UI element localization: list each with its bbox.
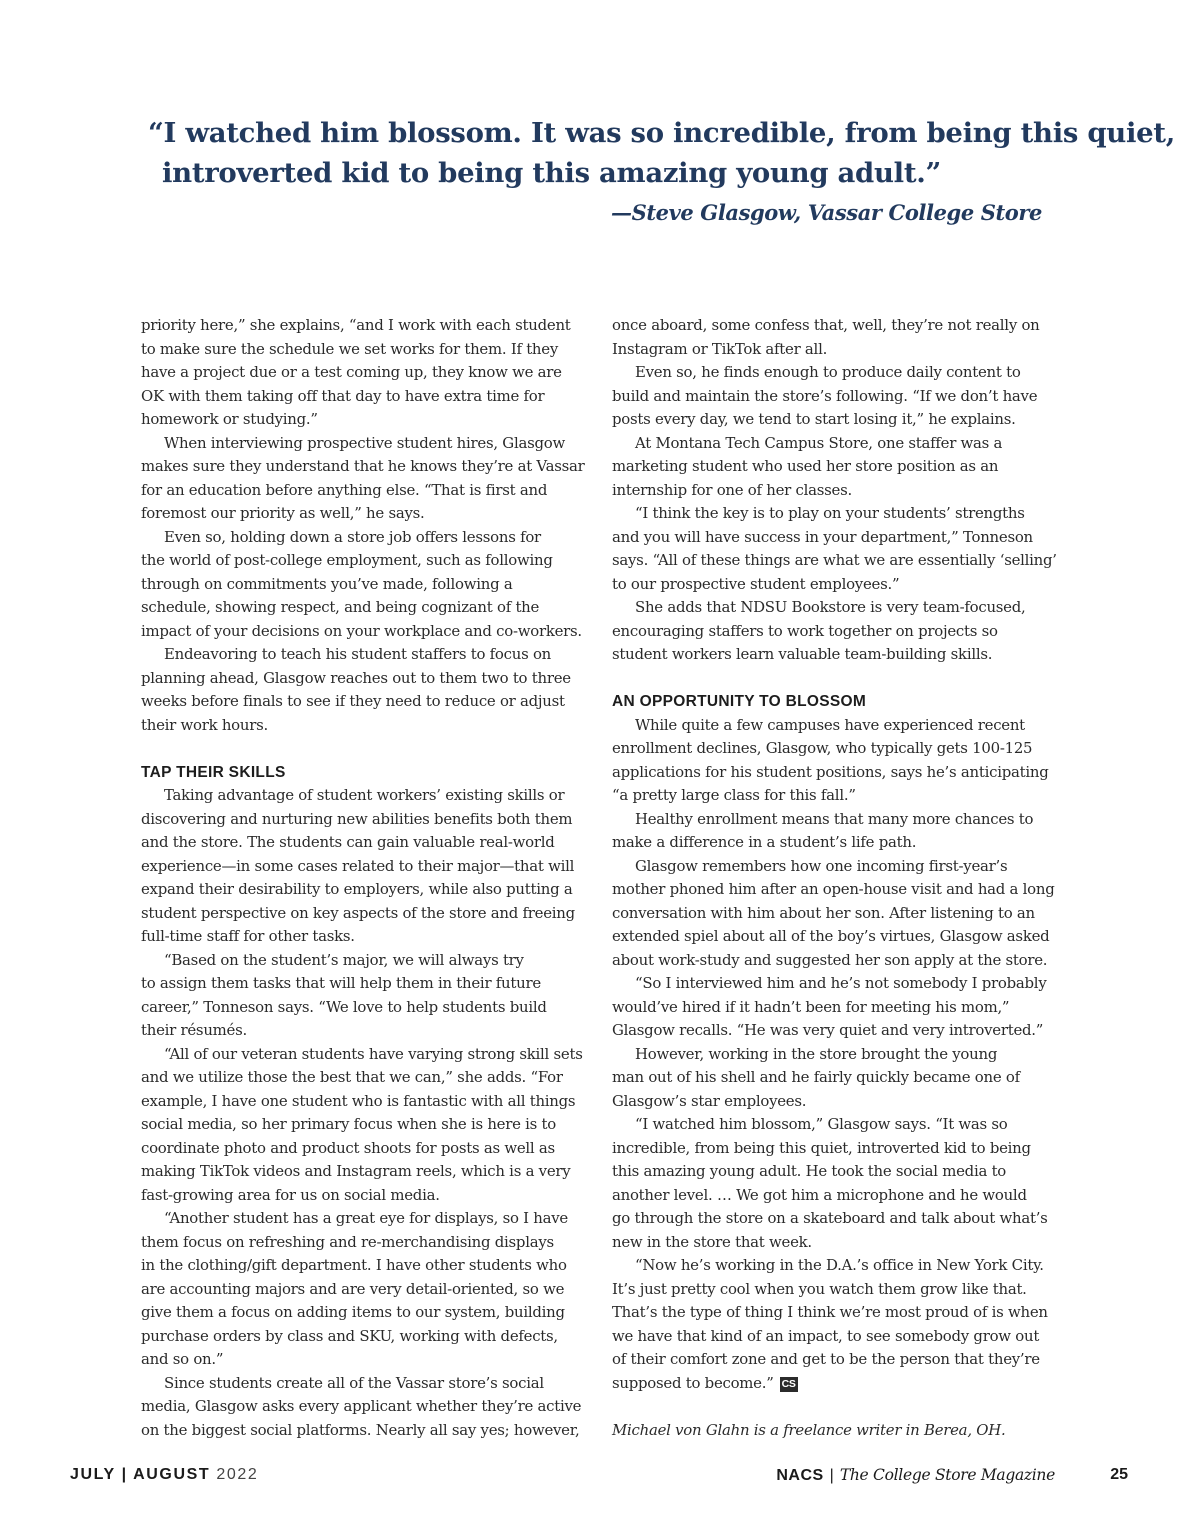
text-line: [612, 432, 1064, 456]
text-line-content: impact of your decisions on your workplace and co-workers.: [141, 621, 582, 640]
text-line-content: fast-growing area for us on social media.: [141, 1185, 440, 1204]
text-line: [612, 1348, 1064, 1372]
text-line-content: priority here,” she explains, “and I work with each student: [141, 316, 571, 334]
text-line-content: “I think the key is to play on your students’ strengths: [635, 504, 1025, 522]
text-line-content: foremost our priority as well,” he says.: [141, 504, 425, 522]
text-line-content: through on commitments you’ve made, following a: [141, 574, 513, 593]
text-line-content: example, I have one student who is fantastic with all things: [141, 1091, 576, 1110]
section-heading: [141, 761, 593, 785]
text-line-content: enrollment declines, Glasgow, who typically gets 100-125: [612, 739, 1033, 757]
article-column-left: [141, 314, 593, 1442]
text-line-content: When interviewing prospective student hires, Glasgow: [164, 433, 565, 452]
text-line: [612, 1113, 1064, 1137]
text-line-content: Healthy enrollment means that many more chances to: [635, 809, 1034, 828]
footer-org: NACS: [776, 1467, 824, 1484]
text-line: [612, 1160, 1064, 1184]
text-line-content: full-time staff for other tasks.: [141, 927, 355, 945]
text-line-content: TAP THEIR SKILLS: [141, 763, 286, 781]
text-line: [612, 1184, 1064, 1208]
text-line: [141, 1231, 593, 1255]
text-line: [141, 620, 593, 644]
page-number: 25: [1110, 1466, 1128, 1483]
text-line-content: homework or studying.”: [141, 410, 318, 428]
text-line-content: in the clothing/gift department. I have other students who: [141, 1256, 567, 1274]
text-line-content: At Montana Tech Campus Store, one staffer was a: [635, 433, 1003, 452]
text-line: [141, 1207, 593, 1231]
footer-separator: |: [829, 1467, 834, 1484]
text-line-content: says. “All of these things are what we are essentially ‘selling’: [612, 551, 1057, 569]
text-line: [141, 949, 593, 973]
text-line-content: While quite a few campuses have experienced recent: [635, 715, 1025, 734]
text-line-content: to our prospective student employees.”: [612, 574, 900, 593]
text-line-content: we have that kind of an impact, to see somebody grow out: [612, 1326, 1040, 1345]
text-line-content: and the store. The students can gain valuable real-world: [141, 833, 555, 851]
text-line-content: “Another student has a great eye for displays, so I have: [164, 1209, 568, 1227]
text-line: [612, 737, 1064, 761]
text-line-content: mother phoned him after an open-house visit and had a long: [612, 880, 1055, 898]
text-line-content: Glasgow remembers how one incoming first-year’s: [635, 856, 1008, 875]
text-line-content: another level. … We got him a microphone and he would: [612, 1185, 1027, 1204]
pull-quote-line-1: “I watched him blossom. It was so incredible, from being this quiet,: [148, 117, 1175, 149]
text-line: [141, 714, 593, 738]
text-line: [612, 620, 1064, 644]
text-line-content: AN OPPORTUNITY TO BLOSSOM: [612, 693, 867, 710]
text-line: [141, 1348, 593, 1372]
text-line-content: experience—in some cases related to their major—that will: [141, 856, 575, 875]
text-line: [612, 643, 1064, 667]
text-line-content: “All of our veteran students have varying strong skill sets: [164, 1044, 583, 1063]
text-line: [141, 1372, 593, 1396]
text-line-content: posts every day, we tend to start losing it,” he explains.: [612, 410, 1016, 428]
text-line-content: making TikTok videos and Instagram reels, which is a very: [141, 1162, 571, 1180]
text-line: [612, 972, 1064, 996]
text-line-content: make a difference in a student’s life path.: [612, 833, 917, 851]
text-line: [141, 385, 593, 409]
text-line-content: applications for his student positions, says he’s anticipating: [612, 762, 1049, 781]
text-line: [612, 338, 1064, 362]
text-line: [141, 1301, 593, 1325]
paragraph-spacer: [612, 1395, 1064, 1419]
text-line-content: “Based on the student’s major, we will always try: [164, 950, 524, 969]
text-line-content: have a project due or a test coming up, they know we are: [141, 363, 562, 381]
text-line-content: supposed to become.”: [612, 1373, 774, 1392]
text-line: [141, 1160, 593, 1184]
text-line-content: purchase orders by class and SKU, working with defects,: [141, 1326, 558, 1345]
text-line: [141, 667, 593, 691]
text-line: [612, 526, 1064, 550]
pull-quote-line-2: introverted kid to being this amazing young adult.”: [162, 157, 942, 189]
text-line-content: That’s the type of thing I think we’re most proud of is when: [612, 1303, 1048, 1321]
text-line: [141, 1090, 593, 1114]
text-line: [141, 996, 593, 1020]
text-line-content: incredible, from being this quiet, introverted kid to being: [612, 1138, 1031, 1157]
text-line-content: are accounting majors and are very detail-oriented, so we: [141, 1279, 565, 1298]
text-line: [141, 1137, 593, 1161]
text-line-content: man out of his shell and he fairly quickly became one of: [612, 1068, 1020, 1086]
text-line-content: the world of post-college employment, such as following: [141, 551, 553, 569]
text-line: [612, 1043, 1064, 1067]
text-line: [612, 1019, 1064, 1043]
text-line-content: them focus on refreshing and re-merchandising displays: [141, 1232, 554, 1251]
text-line-content: and so on.”: [141, 1350, 224, 1368]
text-line: [612, 1090, 1064, 1114]
text-line-content: their résumés.: [141, 1021, 247, 1039]
text-line: [141, 902, 593, 926]
article-column-right: [612, 314, 1064, 1442]
text-line: [612, 1137, 1064, 1161]
text-line-content: Michael von Glahn is a freelance writer in Berea, OH.: [612, 1420, 1006, 1439]
text-line-content: “So I interviewed him and he’s not somebody I probably: [635, 974, 1047, 992]
footer-magazine-title: The College Store Magazine: [839, 1466, 1055, 1484]
text-line-content: Glasgow’s star employees.: [612, 1091, 807, 1110]
text-line: [612, 479, 1064, 503]
text-line-content: “a pretty large class for this fall.”: [612, 786, 856, 804]
text-line-content: of their comfort zone and get to be the person that they’re: [612, 1350, 1040, 1368]
text-line: [612, 314, 1064, 338]
text-line: [612, 996, 1064, 1020]
pull-quote-attribution: —Steve Glasgow, Vassar College Store: [610, 200, 1042, 225]
pull-quote: [148, 113, 1175, 193]
text-line: [141, 972, 593, 996]
text-line: [141, 1419, 593, 1443]
text-line-content: Taking advantage of student workers’ existing skills or: [164, 786, 565, 804]
text-line-content: media, Glasgow asks every applicant whether they’re active: [141, 1397, 582, 1415]
text-line: [612, 855, 1064, 879]
text-line-content: makes sure they understand that he knows they’re at Vassar: [141, 457, 585, 475]
text-line: [612, 925, 1064, 949]
text-line: [612, 878, 1064, 902]
text-line: [612, 761, 1064, 785]
text-line-content: It’s just pretty cool when you watch them grow like that.: [612, 1279, 1027, 1298]
text-line: [141, 831, 593, 855]
text-line: [612, 1066, 1064, 1090]
text-line: [141, 502, 593, 526]
text-line-content: Glasgow recalls. “He was very quiet and very introverted.”: [612, 1021, 1044, 1039]
text-line: [141, 432, 593, 456]
text-line-content: on the biggest social platforms. Nearly all say yes; however,: [141, 1420, 580, 1439]
footer-issue-date: [70, 1466, 258, 1484]
text-line-content: this amazing young adult. He took the social media to: [612, 1162, 1007, 1180]
text-line: [141, 808, 593, 832]
text-line-content: about work-study and suggested her son apply at the store.: [612, 950, 1048, 969]
text-line-content: “Now he’s working in the D.A.’s office in New York City.: [635, 1256, 1044, 1274]
text-line: [612, 1278, 1064, 1302]
footer-issue: JULY | AUGUST: [70, 1466, 211, 1483]
text-line: [141, 596, 593, 620]
author-bio: [612, 1419, 1064, 1443]
text-line-content: internship for one of her classes.: [612, 480, 852, 499]
text-line: [141, 526, 593, 550]
text-line: [141, 643, 593, 667]
text-line: [141, 1043, 593, 1067]
text-line-content: once aboard, some confess that, well, they’re not really on: [612, 316, 1040, 334]
text-line: [141, 855, 593, 879]
text-line: [141, 549, 593, 573]
text-line: [141, 925, 593, 949]
text-line: [141, 690, 593, 714]
text-line-content: and you will have success in your department,” Tonneson: [612, 527, 1033, 546]
text-line-content: OK with them taking off that day to have extra time for: [141, 386, 545, 405]
section-heading: [612, 690, 1064, 714]
text-line-content: extended spiel about all of the boy’s virtues, Glasgow asked: [612, 927, 1050, 945]
text-line: [612, 902, 1064, 926]
text-line: [612, 361, 1064, 385]
paragraph-spacer: [141, 737, 593, 761]
text-line: [612, 714, 1064, 738]
text-line: [612, 1301, 1064, 1325]
text-line-content: would’ve hired if it hadn’t been for meeting his mom,”: [612, 997, 1010, 1016]
text-line-content: give them a focus on adding items to our system, building: [141, 1303, 565, 1321]
text-line: [612, 408, 1064, 432]
text-line: [141, 479, 593, 503]
text-line-content: student workers learn valuable team-building skills.: [612, 645, 993, 663]
footer-year: 2022: [216, 1466, 259, 1483]
text-line-content: expand their desirability to employers, while also putting a: [141, 880, 573, 898]
text-line-content: new in the store that week.: [612, 1232, 812, 1251]
text-line-content: Since students create all of the Vassar store’s social: [164, 1373, 544, 1392]
text-line: [612, 385, 1064, 409]
text-line-content: encouraging staffers to work together on projects so: [612, 621, 998, 640]
text-line: [141, 1113, 593, 1137]
text-line: [612, 949, 1064, 973]
text-line-content: go through the store on a skateboard and talk about what’s: [612, 1209, 1048, 1227]
text-line: [612, 784, 1064, 808]
text-line-content: Endeavoring to teach his student staffers to focus on: [164, 645, 552, 663]
text-line: [141, 1254, 593, 1278]
text-line: [141, 408, 593, 432]
text-line: [141, 338, 593, 362]
text-line: [141, 1278, 593, 1302]
text-line-content: “I watched him blossom,” Glasgow says. “It was so: [635, 1115, 1008, 1133]
text-line-content: coordinate photo and product shoots for posts as well as: [141, 1138, 555, 1157]
text-line-content: Even so, he finds enough to produce daily content to: [635, 363, 1021, 381]
text-line: [612, 1325, 1064, 1349]
text-line: [612, 596, 1064, 620]
end-mark-icon: CS: [781, 1377, 796, 1390]
text-line-content: schedule, showing respect, and being cognizant of the: [141, 598, 540, 616]
text-line-content: social media, so her primary focus when she is here is to: [141, 1115, 556, 1133]
text-line: [612, 502, 1064, 526]
text-line-content: She adds that NDSU Bookstore is very team-focused,: [635, 598, 1026, 616]
text-line-content: to make sure the schedule we set works for them. If they: [141, 339, 558, 358]
text-line-content: However, working in the store brought the young: [635, 1044, 998, 1063]
text-line: [141, 784, 593, 808]
text-line: [612, 1207, 1064, 1231]
text-line: [141, 1184, 593, 1208]
text-line-content: discovering and nurturing new abilities benefits both them: [141, 809, 573, 828]
text-line: [612, 1372, 1064, 1396]
text-line-content: marketing student who used her store position as an: [612, 457, 999, 475]
text-line-content: their work hours.: [141, 715, 268, 734]
text-line-content: conversation with him about her son. After listening to an: [612, 903, 1035, 922]
text-line: [141, 455, 593, 479]
text-line-content: planning ahead, Glasgow reaches out to them two to three: [141, 668, 571, 687]
text-line-content: Instagram or TikTok after all.: [612, 339, 828, 358]
text-line: [612, 573, 1064, 597]
text-line: [612, 1254, 1064, 1278]
text-line: [141, 1325, 593, 1349]
text-line-content: weeks before finals to see if they need to reduce or adjust: [141, 692, 565, 710]
text-line-content: to assign them tasks that will help them in their future: [141, 974, 541, 992]
text-line-content: build and maintain the store’s following. “If we don’t have: [612, 386, 1038, 405]
text-line: [141, 878, 593, 902]
text-line: [141, 1019, 593, 1043]
text-line: [612, 1231, 1064, 1255]
text-line: [141, 314, 593, 338]
text-line-content: career,” Tonneson says. “We love to help students build: [141, 997, 547, 1016]
text-line: [612, 831, 1064, 855]
text-line: [141, 573, 593, 597]
text-line: [141, 1395, 593, 1419]
text-line-content: for an education before anything else. “That is first and: [141, 480, 548, 499]
text-line-content: and we utilize those the best that we can,” she adds. “For: [141, 1068, 563, 1086]
text-line: [612, 455, 1064, 479]
text-line: [141, 361, 593, 385]
text-line-content: Even so, holding down a store job offers lessons for: [164, 527, 541, 546]
paragraph-spacer: [612, 667, 1064, 691]
text-line: [612, 808, 1064, 832]
text-line: [612, 549, 1064, 573]
text-line-content: student perspective on key aspects of the store and freeing: [141, 903, 575, 922]
footer-publication: [776, 1466, 1055, 1485]
text-line: [141, 1066, 593, 1090]
